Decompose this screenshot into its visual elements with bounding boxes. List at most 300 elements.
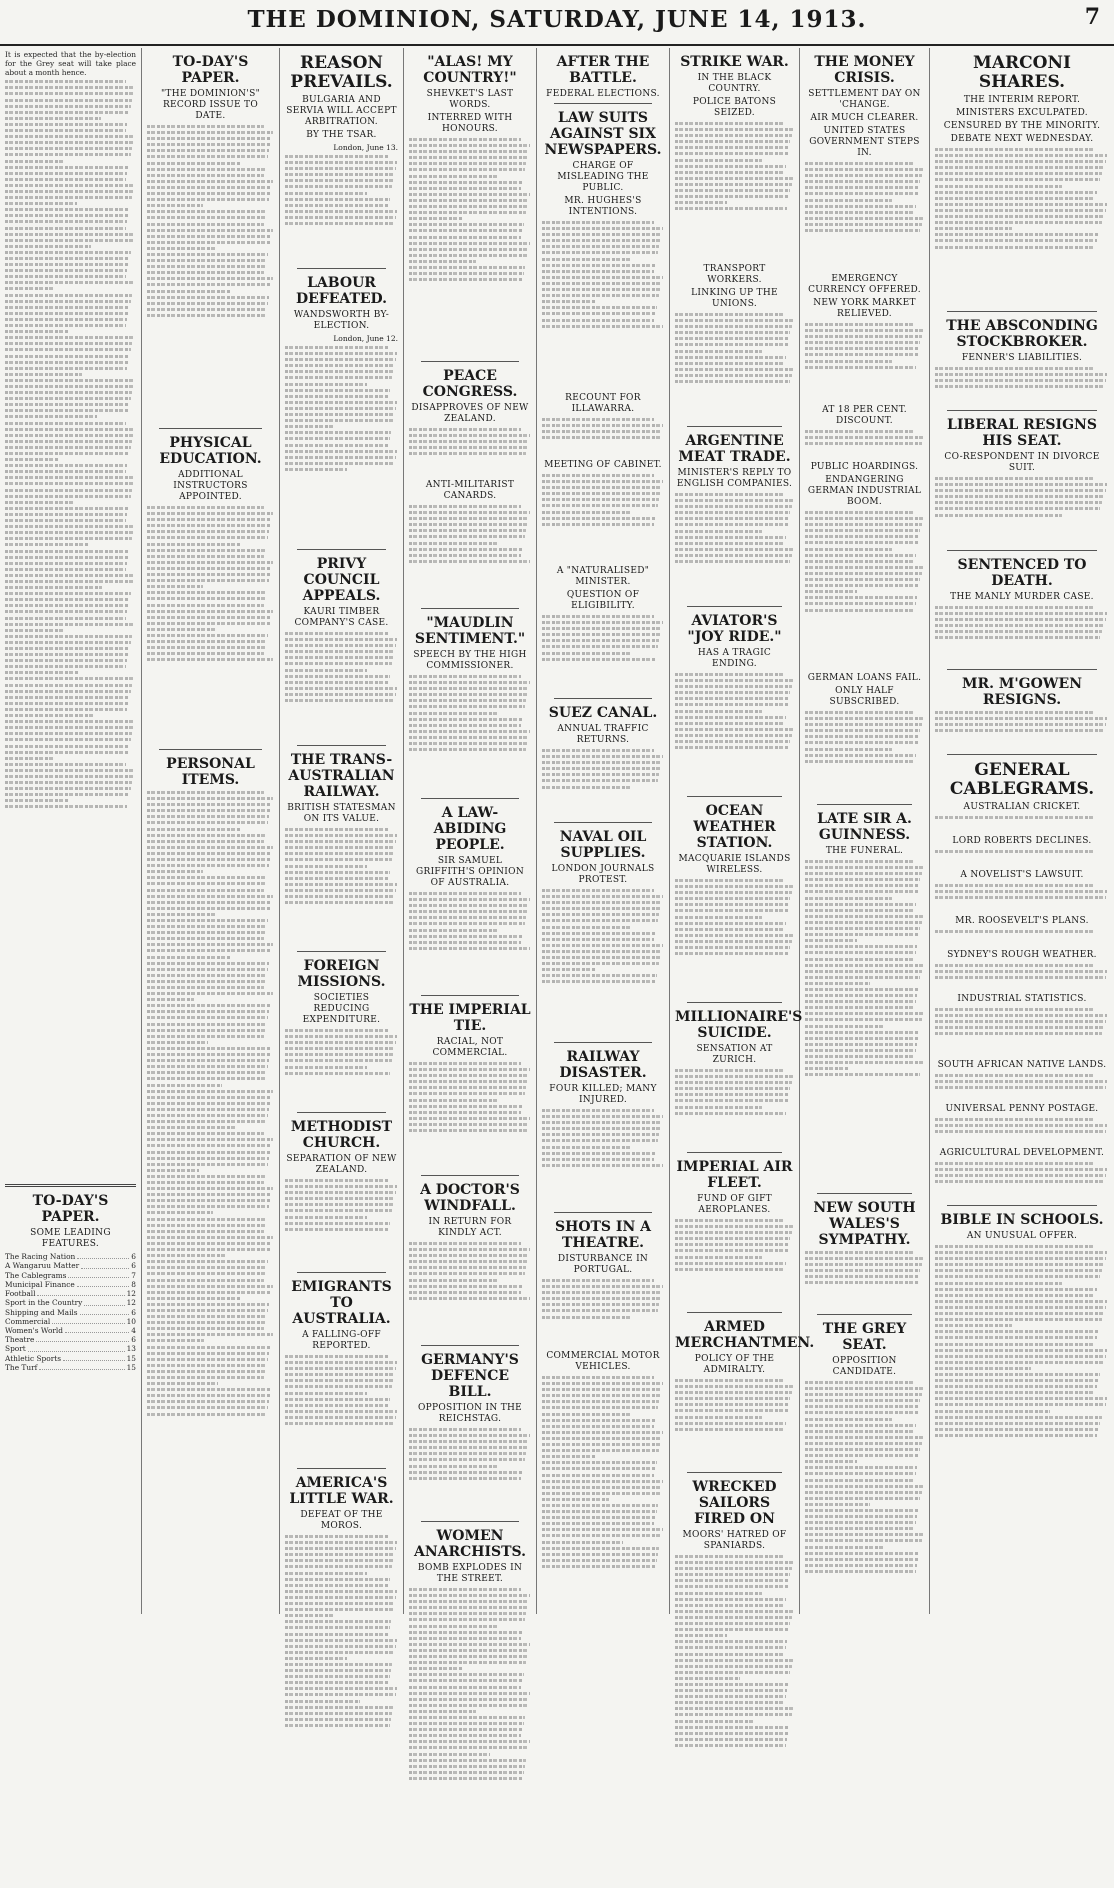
text-line	[675, 159, 762, 162]
text-line	[935, 1324, 1012, 1327]
text-line	[542, 1516, 655, 1519]
text-line	[935, 606, 1095, 609]
text-line	[147, 907, 270, 910]
headline: OCEAN WEATHER STATION.	[693, 803, 776, 851]
text-line	[935, 1349, 1107, 1352]
text-line	[409, 187, 521, 190]
subheadline: SOUTH AFRICAN NATIVE LANDS.	[937, 1060, 1107, 1070]
article-text-filler	[935, 1162, 1109, 1202]
text-line	[147, 949, 271, 952]
text-line	[147, 1297, 241, 1300]
article-text-filler	[935, 884, 1109, 914]
divider	[817, 1314, 912, 1315]
text-line	[935, 507, 1100, 510]
leader-dots	[28, 1344, 125, 1351]
text-line	[147, 1382, 218, 1385]
divider	[297, 1468, 386, 1469]
text-line	[285, 167, 396, 170]
text-line	[935, 717, 1107, 720]
text-line	[147, 840, 264, 843]
text-texture	[935, 606, 1109, 639]
text-line	[675, 542, 784, 545]
article-text-filler	[675, 673, 794, 793]
text-line	[805, 1472, 916, 1475]
text-line	[5, 117, 101, 120]
text-line	[805, 602, 916, 605]
text-line	[805, 329, 923, 332]
headline: GERMANY'S DEFENCE BILL.	[421, 1352, 519, 1400]
text-line	[935, 1397, 1107, 1400]
text-line	[285, 1072, 390, 1075]
column-6	[670, 48, 815, 1614]
text-line	[147, 809, 270, 812]
text-line	[285, 1724, 390, 1727]
text-line	[675, 146, 789, 149]
text-line	[935, 148, 1095, 151]
text-line	[935, 1318, 1102, 1321]
text-line	[675, 1397, 790, 1400]
text-line	[542, 889, 654, 892]
text-line	[409, 1242, 521, 1245]
text-line	[935, 203, 1107, 206]
text-line	[147, 543, 240, 546]
text-line	[542, 1152, 655, 1155]
article-text-filler	[675, 1219, 794, 1309]
text-line	[409, 175, 498, 178]
text-line	[675, 207, 787, 210]
text-line	[147, 241, 270, 244]
text-texture	[285, 1535, 398, 1727]
text-line	[409, 1272, 525, 1275]
text-line	[285, 852, 393, 855]
news-columns	[0, 48, 1114, 1618]
text-line	[147, 155, 268, 158]
text-line	[147, 931, 265, 934]
headline: ARGENTINE MEAT TRADE.	[678, 433, 791, 465]
text-line	[542, 325, 663, 328]
text-line	[147, 1096, 271, 1099]
text-line	[805, 353, 918, 356]
text-line	[805, 711, 914, 714]
text-texture	[409, 892, 531, 950]
text-line	[409, 278, 522, 281]
text-line	[409, 1679, 522, 1682]
text-line	[409, 699, 526, 702]
text-texture	[542, 889, 664, 983]
text-line	[147, 1346, 270, 1349]
headline: MR. M'GOWEN RESIGNS.	[961, 676, 1082, 708]
text-line	[409, 1740, 530, 1743]
text-texture	[675, 122, 794, 210]
text-line	[5, 129, 126, 132]
text-line	[542, 1510, 657, 1513]
text-line	[935, 1361, 1104, 1364]
text-line	[935, 1312, 1104, 1315]
subheadline: AUSTRALIAN CRICKET.	[963, 802, 1081, 812]
text-line	[675, 916, 762, 919]
dateline: London, June 13.	[333, 143, 398, 152]
headline: AMERICA'S LITTLE WAR.	[289, 1475, 394, 1507]
text-line	[285, 632, 389, 635]
text-line	[285, 1355, 389, 1358]
text-line	[5, 123, 127, 126]
text-line	[409, 1734, 521, 1737]
text-line	[409, 1631, 522, 1634]
text-line	[675, 909, 788, 912]
text-line	[285, 192, 367, 195]
text-line	[805, 1442, 922, 1445]
subheadline: UNIVERSAL PENNY POSTAGE.	[945, 1104, 1099, 1114]
text-texture	[805, 430, 924, 445]
text-texture	[542, 1109, 664, 1167]
text-line	[675, 1579, 789, 1582]
text-line	[5, 659, 127, 662]
text-line	[409, 675, 521, 678]
text-line	[675, 1738, 787, 1741]
text-line	[409, 718, 522, 721]
text-line	[285, 419, 393, 422]
headline: NAVAL OIL SUPPLIES.	[559, 829, 647, 861]
text-line	[5, 355, 129, 358]
text-line	[542, 761, 662, 764]
text-line	[675, 1428, 784, 1431]
text-line	[542, 424, 663, 427]
text-line	[935, 501, 1102, 504]
text-line	[147, 821, 268, 824]
text-line	[285, 1663, 392, 1666]
text-line	[5, 208, 129, 211]
text-line	[147, 597, 265, 600]
text-texture	[5, 80, 136, 808]
divider	[297, 1112, 386, 1113]
text-line	[147, 634, 268, 637]
subheadline: SOCIETIES REDUCING EXPENDITURE.	[302, 993, 381, 1025]
article-text-filler	[805, 860, 924, 1190]
text-line	[805, 174, 922, 177]
text-line	[542, 300, 596, 303]
text-line	[285, 1222, 390, 1225]
leader-dots	[80, 1308, 130, 1315]
text-line	[805, 921, 922, 924]
text-line	[285, 1422, 395, 1425]
text-line	[147, 1291, 271, 1294]
text-line	[5, 556, 128, 559]
headline: PERSONAL ITEMS.	[166, 756, 255, 788]
text-line	[935, 215, 1104, 218]
feature-label: Women's World	[5, 1325, 64, 1335]
text-line	[675, 1573, 790, 1576]
text-texture	[935, 367, 1109, 388]
text-line	[5, 714, 93, 717]
text-line	[5, 330, 68, 333]
text-line	[935, 1174, 1106, 1177]
subheadline: AGRICULTURAL DEVELOPMENT.	[939, 1148, 1105, 1158]
headline: THE MONEY CRISIS.	[814, 54, 915, 86]
text-line	[675, 1701, 784, 1704]
text-line	[409, 1254, 529, 1257]
text-line	[935, 890, 1107, 893]
feature-item	[5, 1317, 136, 1326]
text-line	[285, 1553, 395, 1556]
divider	[687, 1002, 782, 1003]
text-line	[147, 512, 273, 515]
headline: A DOCTOR'S WINDFALL.	[420, 1182, 520, 1214]
text-line	[805, 1430, 914, 1433]
text-line	[147, 1047, 271, 1050]
text-line	[542, 755, 663, 758]
text-line	[675, 1604, 784, 1607]
text-line	[805, 199, 892, 202]
text-line	[675, 325, 792, 328]
text-line	[805, 1460, 857, 1463]
text-texture	[935, 930, 1109, 933]
text-line	[675, 1634, 727, 1637]
text-line	[5, 696, 129, 699]
text-line	[5, 531, 133, 534]
text-line	[935, 221, 1102, 224]
newspaper-title: THE DOMINION, SATURDAY, JUNE 14, 1913.	[247, 6, 867, 33]
text-line	[542, 480, 663, 483]
article-text-filler	[542, 889, 664, 1039]
text-line	[147, 901, 271, 904]
text-line	[285, 644, 396, 647]
divider	[817, 1193, 912, 1194]
text-line	[285, 198, 390, 201]
text-line	[935, 1422, 1100, 1425]
divider	[5, 1184, 136, 1187]
text-line	[805, 1387, 923, 1390]
text-line	[675, 1081, 792, 1084]
text-line	[805, 1037, 918, 1040]
article-text-filler	[935, 1118, 1109, 1146]
text-line	[147, 640, 266, 643]
text-line	[542, 907, 660, 910]
text-line	[285, 1191, 396, 1194]
text-line	[675, 201, 727, 204]
text-line	[285, 462, 395, 465]
divider	[421, 361, 519, 362]
text-line	[805, 360, 892, 363]
article-text-filler	[285, 1179, 398, 1269]
text-line	[285, 444, 389, 447]
text-line	[805, 609, 914, 612]
text-line	[935, 884, 1095, 887]
text-line	[5, 227, 126, 230]
text-line	[805, 1527, 914, 1530]
text-line	[805, 860, 914, 863]
text-line	[675, 1087, 790, 1090]
text-line	[542, 913, 659, 916]
text-line	[542, 523, 654, 526]
text-line	[5, 336, 133, 339]
text-texture	[935, 884, 1109, 899]
text-line	[805, 1405, 919, 1408]
leader-dots	[63, 1354, 125, 1361]
text-line	[675, 1665, 792, 1668]
text-line	[409, 217, 463, 220]
text-texture	[805, 323, 924, 369]
text-line	[935, 209, 1106, 212]
text-line	[409, 1285, 522, 1288]
text-line	[285, 840, 396, 843]
text-line	[805, 1018, 922, 1021]
article-text-filler	[285, 346, 398, 546]
text-line	[409, 910, 527, 913]
text-texture	[409, 138, 531, 281]
text-line	[675, 903, 789, 906]
text-line	[147, 1181, 264, 1184]
text-line	[285, 1228, 389, 1231]
text-line	[409, 181, 522, 184]
text-line	[147, 1333, 273, 1336]
text-line	[935, 1410, 1050, 1413]
text-line	[542, 749, 654, 752]
text-line	[409, 1667, 463, 1670]
text-line	[542, 786, 631, 789]
headline: A LAW-ABIDING PEOPLE.	[433, 805, 507, 853]
text-line	[542, 980, 655, 983]
article-text-filler	[935, 964, 1109, 992]
text-line	[5, 184, 135, 187]
text-line	[675, 536, 786, 539]
text-line	[409, 904, 529, 907]
text-line	[285, 871, 390, 874]
text-line	[5, 805, 127, 808]
headline: PEACE CONGRESS.	[422, 368, 518, 400]
text-line	[147, 1339, 204, 1342]
text-line	[409, 730, 530, 733]
text-line	[285, 1373, 395, 1376]
text-line	[147, 192, 270, 195]
text-line	[147, 1394, 270, 1397]
text-line	[935, 729, 1104, 732]
text-line	[542, 919, 658, 922]
text-line	[147, 247, 217, 250]
text-line	[5, 202, 77, 205]
text-line	[805, 578, 920, 581]
text-texture	[409, 1062, 531, 1132]
text-line	[542, 658, 655, 661]
text-line	[409, 554, 521, 557]
text-line	[285, 858, 392, 861]
feature-page: 12	[126, 1298, 136, 1308]
text-line	[409, 193, 530, 196]
text-line	[5, 580, 133, 583]
text-line	[147, 1370, 265, 1373]
text-line	[805, 523, 922, 526]
text-line	[147, 1010, 269, 1013]
text-line	[805, 1454, 919, 1457]
text-line	[675, 710, 762, 713]
subheadline: PUBLIC HOARDINGS.	[810, 462, 919, 472]
text-line	[5, 568, 126, 571]
text-line	[5, 684, 132, 687]
text-line	[805, 939, 857, 942]
text-line	[285, 1059, 392, 1062]
text-line	[935, 1288, 1097, 1291]
article-text-filler	[542, 615, 664, 695]
subheadline: CHARGE OF MISLEADING THE PUBLIC.	[557, 161, 649, 193]
text-line	[542, 1437, 662, 1440]
text-line	[5, 245, 91, 248]
text-line	[147, 1376, 264, 1379]
text-line	[147, 235, 271, 238]
text-texture	[542, 615, 664, 661]
text-line	[675, 134, 792, 137]
text-line	[542, 974, 657, 977]
article-text-filler	[935, 606, 1109, 666]
subheadline: SPEECH BY THE HIGH COMMISSIONER.	[413, 650, 527, 671]
subheadline: BRITISH STATESMAN ON ITS VALUE.	[287, 803, 396, 824]
article-text-filler	[542, 1109, 664, 1209]
text-line	[147, 271, 264, 274]
text-texture	[285, 828, 398, 904]
text-line	[5, 348, 131, 351]
text-line	[675, 1598, 786, 1601]
text-line	[285, 1590, 397, 1593]
text-line	[409, 1458, 525, 1461]
text-line	[147, 216, 265, 219]
feature-page: 6	[131, 1335, 136, 1345]
text-line	[409, 742, 527, 745]
subheadline: UNITED STATES GOVERNMENT STEPS IN.	[809, 126, 920, 158]
text-line	[675, 517, 789, 520]
text-line	[542, 1139, 658, 1142]
text-line	[5, 92, 133, 95]
text-line	[285, 693, 396, 696]
text-line	[5, 294, 132, 297]
text-line	[5, 172, 127, 175]
text-texture	[542, 1279, 664, 1319]
text-texture	[675, 493, 794, 563]
text-line	[147, 1254, 227, 1257]
text-line	[147, 314, 265, 317]
text-line	[5, 99, 132, 102]
text-line	[935, 711, 1095, 714]
text-line	[805, 1012, 923, 1015]
text-line	[5, 446, 131, 449]
text-line	[409, 248, 529, 251]
article-text-filler	[542, 474, 664, 564]
text-line	[675, 946, 790, 949]
text-line	[542, 895, 663, 898]
text-line	[675, 703, 788, 706]
text-line	[5, 665, 126, 668]
features-heading: TO-DAY'S PAPER.	[32, 1193, 109, 1226]
divider	[554, 698, 652, 699]
text-line	[147, 549, 265, 552]
article-text-filler	[675, 879, 794, 999]
text-line	[409, 1086, 526, 1089]
text-line	[5, 275, 126, 278]
text-line	[805, 572, 922, 575]
text-line	[5, 629, 64, 632]
text-texture	[805, 711, 924, 763]
feature-item	[5, 1261, 136, 1270]
text-line	[409, 138, 521, 141]
text-line	[805, 976, 920, 979]
text-line	[675, 493, 784, 496]
text-line	[147, 1321, 265, 1324]
text-line	[285, 407, 396, 410]
text-line	[147, 1120, 266, 1123]
text-line	[542, 1553, 658, 1556]
text-line	[147, 1279, 264, 1282]
subheadline: TRANSPORT WORKERS.	[703, 264, 766, 285]
text-line	[542, 1297, 660, 1300]
headline: IMPERIAL AIR FLEET.	[676, 1159, 793, 1191]
text-line	[542, 1528, 663, 1531]
